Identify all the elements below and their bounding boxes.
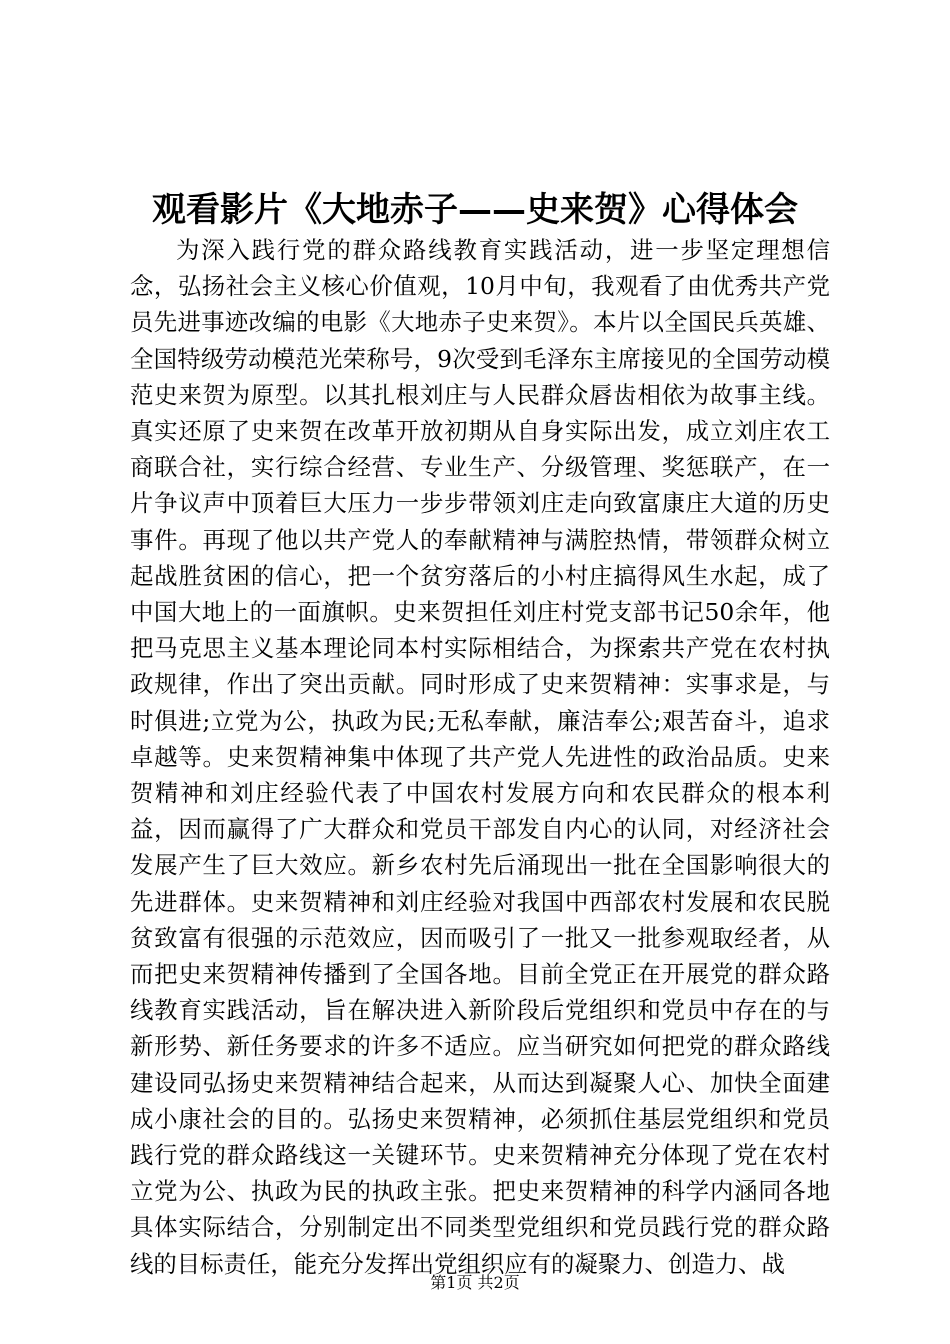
document-title: 观看影片《大地赤子——史来贺》心得体会 (152, 190, 798, 230)
page-footer: 第1页 共2页 (430, 1273, 520, 1292)
body-paragraph: 为深入践行党的群众路线教育实践活动，进一步坚定理想信念，弘扬社会主义核心价值观，10月中旬，我观看了由优秀共产党员先进事迹改编的电影《大地赤子史来贺》。本片以全国民兵英雄、全国特级劳动模范光荣称号，9次受到毛泽东主席接见的全国劳动模范史来贺为原型。以其扎根刘庄与人民群众唇齿相依为故事主线。真实还原了史来贺在改革开放初期从自身实际出发，成立刘庄农工商联合社，实行综合经营、专业生产、分级管理、奖惩联产，在一片争议声中顶着巨大压力一步步带领刘庄走向致富康庄大道的历史事件。再现了他以共产党人的奉献精神与满腔热情，带领群众树立起战胜贫困的信心，把一个贫穷落后的小村庄搞得风生水起，成了中国大地上的一面旗帜。史来贺担任刘庄村党支部书记50余年，他把马克思主义基本理论同本村实际相结合，为探索共产党在农村执政规律，作出了突出贡献。同时形成了史来贺精神：实事求是，与时俱进;立党为公，执政为民;无私奉献，廉洁奉公;艰苦奋斗，追求卓越等。史来贺精神集中体现了共产党人先进性的政治品质。史来贺精神和刘庄经验代表了中国农村发展方向和农民群众的根本利益，因而赢得了广大群众和党员干部发自内心的认同，对经济社会发展产生了巨大效应。新乡农村先后涌现出一批在全国影响很大的先进群体。史来贺精神和刘庄经验对我国中西部农村发展和农民脱贫致富有很强的示范效应，因而吸引了一批又一批参观取经者，从而把史来贺精神传播到了全国各地。目前全党正在开展党的群众路线教育实践活动，旨在解决进入新阶段后党组织和党员中存在的与新形势、新任务要求的许多不适应。应当研究如何把党的群众路线建设同弘扬史来贺精神结合起来，从而达到凝聚人心、加快全面建成小康社会的目的。弘扬史来贺精神，必须抓住基层党组织和党员践行党的群众路线这一关键环节。史来贺精神充分体现了党在农村立党为公、执政为民的执政主张。把史来贺精神的科学内涵同各地具体实际结合，分别制定出不同类型党组织和党员践行党的群众路线的目标责任，能充分发挥出党组织应有的凝聚力、创造力、战 (130, 236, 830, 1278)
